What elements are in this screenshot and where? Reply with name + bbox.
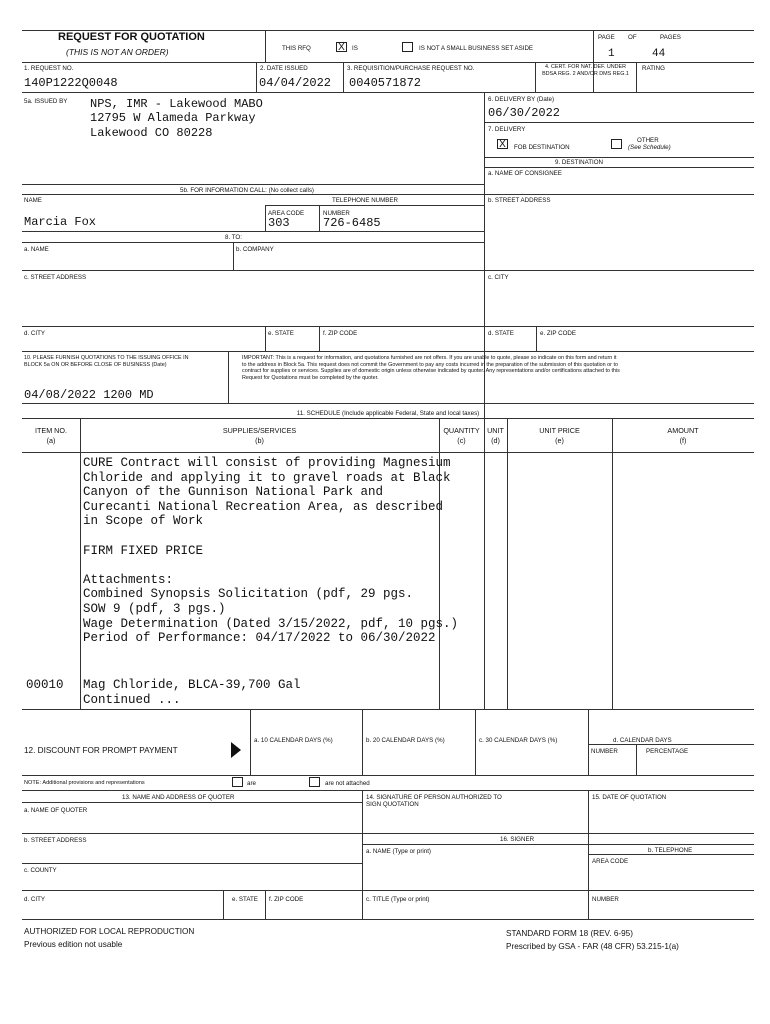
small-business-is-not-checkbox[interactable] [402, 42, 413, 52]
city-d-label: d. CITY [24, 330, 45, 337]
issued-by-line-2: 12795 W Alameda Parkway [90, 111, 256, 125]
area-code-value[interactable]: 303 [268, 216, 290, 230]
other-label: OTHER [637, 137, 659, 144]
page-label: PAGE [598, 34, 615, 41]
discount-percentage-label: PERCENTAGE [646, 748, 689, 755]
see-schedule-label: (See Schedule) [628, 144, 671, 151]
zip-f-label: f. ZIP CODE [323, 330, 358, 337]
cert-label: 4. CERT. FOR NAT. DEF. UNDER BDSA REG. 2 AND/OR DMS REG.1 [542, 64, 629, 77]
discount-b-label: b. 20 CALENDAR DAYS (%) [366, 737, 445, 744]
col-amount: AMOUNT (f) [667, 426, 699, 445]
note-label: NOTE: Additional provisions and representations [24, 780, 145, 786]
furnish-label: 10. PLEASE FURNISH QUOTATIONS TO THE ISSUING OFFICE IN BLOCK 5a ON OR BEFORE CLOSE OF BUSINESS (Date) [24, 355, 189, 368]
important-notice: IMPORTANT: This is a request for information, and quotations furnished are not offers. If you are unable to quote, please so indicate on this form and return it to the address in Block 5a. This request does not commit the Government to pay any costs incurred in the preparation of the submission of this quotation or to contract for supplies or services. Supplies are of domestic origin unless otherwise indicated by quoter. Any representations and/or certifications attached to this Request for Quotations must be completed by the quoter. [242, 355, 620, 381]
city-c-label: c. CITY [488, 274, 509, 281]
discount-number-label: NUMBER [591, 748, 618, 755]
are-not-label: are not attached [325, 780, 370, 787]
provisions-are-not-checkbox[interactable] [309, 777, 320, 787]
street-address-c-label: c. STREET ADDRESS [24, 274, 87, 281]
form-subtitle: (THIS IS NOT AN ORDER) [66, 47, 169, 57]
discount-d-label: d. CALENDAR DAYS [613, 737, 672, 744]
quoter-city-label: d. CITY [24, 896, 45, 903]
discount-c-label: c. 30 CALENDAR DAYS (%) [479, 737, 558, 744]
quoter-zip-label: f. ZIP CODE [269, 896, 304, 903]
footer-prescribed-by: Prescribed by GSA - FAR (48 CFR) 53.215-1(a) [506, 942, 679, 951]
issued-by-line-1: NPS, IMR - Lakewood MABO [90, 97, 263, 111]
date-of-quotation-label: 15. DATE OF QUOTATION [592, 794, 667, 801]
schedule-description: CURE Contract will consist of providing Magnesium Chloride and applying it to gravel roads at Black Canyon of the Gunnison National Park and Curecanti National Recreation Area, as described in Scope of Work FIRM FIXED PRICE Attachments: Combined Synopsis Solicitation (pdf, 29 pgs. SOW 9 (pdf, 3 pgs.) Wage Determination (Dated 3/15/2022, pdf, 10 pgs.) Period of Performance: 04/17/2022 to 06/30/2022 [83, 456, 459, 646]
col-quantity: QUANTITY (c) [443, 426, 480, 445]
consignee-label: a. NAME OF CONSIGNEE [488, 170, 562, 177]
issued-by-label: 5a. ISSUED BY [24, 98, 68, 105]
schedule-title: 11. SCHEDULE (Include applicable Federal, State and local taxes) [296, 410, 480, 417]
delivery-by-label: 6. DELIVERY BY (Date) [488, 96, 555, 103]
street-address-b-label: b. STREET ADDRESS [488, 197, 551, 204]
form-title: REQUEST FOR QUOTATION [58, 31, 205, 43]
col-unit: UNIT (d) [487, 426, 504, 445]
item-no-value: 00010 [26, 678, 64, 692]
this-rfq-label: THIS RFQ [282, 45, 311, 52]
to-name-label: a. NAME [24, 246, 49, 253]
page-value: 1 [608, 48, 615, 60]
signer-telephone-label: b. TELEPHONE [648, 847, 693, 854]
col-supplies: SUPPLIES/SERVICES (b) [222, 426, 297, 445]
area-code-label: AREA CODE [268, 210, 305, 217]
telephone-label: TELEPHONE NUMBER [332, 197, 399, 204]
col-item-no: ITEM NO. (a) [35, 426, 67, 445]
contact-name-label: NAME [24, 197, 42, 204]
company-label: b. COMPANY [236, 246, 274, 253]
request-no-value[interactable]: 140P1222Q0048 [24, 76, 118, 90]
is-label: IS [352, 45, 358, 52]
rating-label: RATING [642, 65, 665, 72]
requisition-value[interactable]: 0040571872 [349, 76, 422, 90]
discount-a-label: a. 10 CALENDAR DAYS (%) [254, 737, 333, 744]
requisition-label: 3. REQUISITION/PURCHASE REQUEST NO. [347, 65, 475, 72]
is-not-label: IS NOT A SMALL BUSINESS SET ASIDE [419, 45, 534, 52]
date-issued-label: 2. DATE ISSUED [260, 65, 308, 72]
provisions-are-checkbox[interactable] [232, 777, 243, 787]
discount-label: 12. DISCOUNT FOR PROMPT PAYMENT [24, 746, 178, 755]
fob-destination-checkbox[interactable]: X [497, 139, 508, 149]
fob-destination-label: FOB DESTINATION [514, 144, 570, 151]
col-unit-price: UNIT PRICE (e) [539, 426, 580, 445]
signer-name-label: a. NAME (Type or print) [366, 848, 431, 855]
quoter-name-label: a. NAME OF QUOTER [24, 807, 88, 814]
of-label: OF [628, 34, 637, 41]
other-delivery-checkbox[interactable] [611, 139, 622, 149]
delivery-label: 7. DELIVERY [488, 126, 526, 133]
contact-name-value[interactable]: Marcia Fox [24, 215, 97, 229]
signer-label: 16. SIGNER [500, 836, 535, 843]
quoter-label: 13. NAME AND ADDRESS OF QUOTER [122, 794, 235, 801]
number-label: NUMBER [323, 210, 350, 217]
signer-number-label: NUMBER [592, 896, 619, 903]
small-business-is-checkbox[interactable]: X [336, 42, 347, 52]
signer-title-label: c. TITLE (Type or print) [366, 896, 430, 903]
pages-label: PAGES [660, 34, 681, 41]
pages-value: 44 [652, 48, 666, 60]
delivery-by-value[interactable]: 06/30/2022 [488, 106, 561, 120]
phone-number-value[interactable]: 726-6485 [323, 216, 381, 230]
request-no-label: 1. REQUEST NO. [24, 65, 74, 72]
state-d-label: d. STATE [488, 330, 514, 337]
to-label: 8. TO: [225, 234, 242, 241]
footer-previous-edition: Previous edition not usable [24, 940, 123, 949]
info-call-label: 5b. FOR INFORMATION CALL: (No collect calls) [180, 187, 314, 194]
signature-label: 14. SIGNATURE OF PERSON AUTHORIZED TO SIGN QUOTATION [366, 794, 502, 808]
date-issued-value[interactable]: 04/04/2022 [259, 76, 332, 90]
destination-label: 9. DESTINATION [555, 159, 604, 166]
state-e-label: e. STATE [268, 330, 294, 337]
zip-e-label: e. ZIP CODE [540, 330, 576, 337]
issued-by-line-3: Lakewood CO 80228 [90, 126, 213, 140]
footer-authorized: AUTHORIZED FOR LOCAL REPRODUCTION [24, 927, 195, 936]
discount-arrow-icon [231, 742, 241, 758]
are-label: are [247, 780, 256, 787]
quoter-street-label: b. STREET ADDRESS [24, 837, 87, 844]
signer-area-code-label: AREA CODE [592, 858, 629, 865]
item-description: Mag Chloride, BLCA-39,700 Gal Continued ... [83, 678, 301, 707]
quoter-state-label: e. STATE [232, 896, 258, 903]
due-date-value[interactable]: 04/08/2022 1200 MD [24, 388, 154, 402]
footer-standard-form: STANDARD FORM 18 (REV. 6-95) [506, 929, 633, 938]
quoter-county-label: c. COUNTY [24, 867, 57, 874]
